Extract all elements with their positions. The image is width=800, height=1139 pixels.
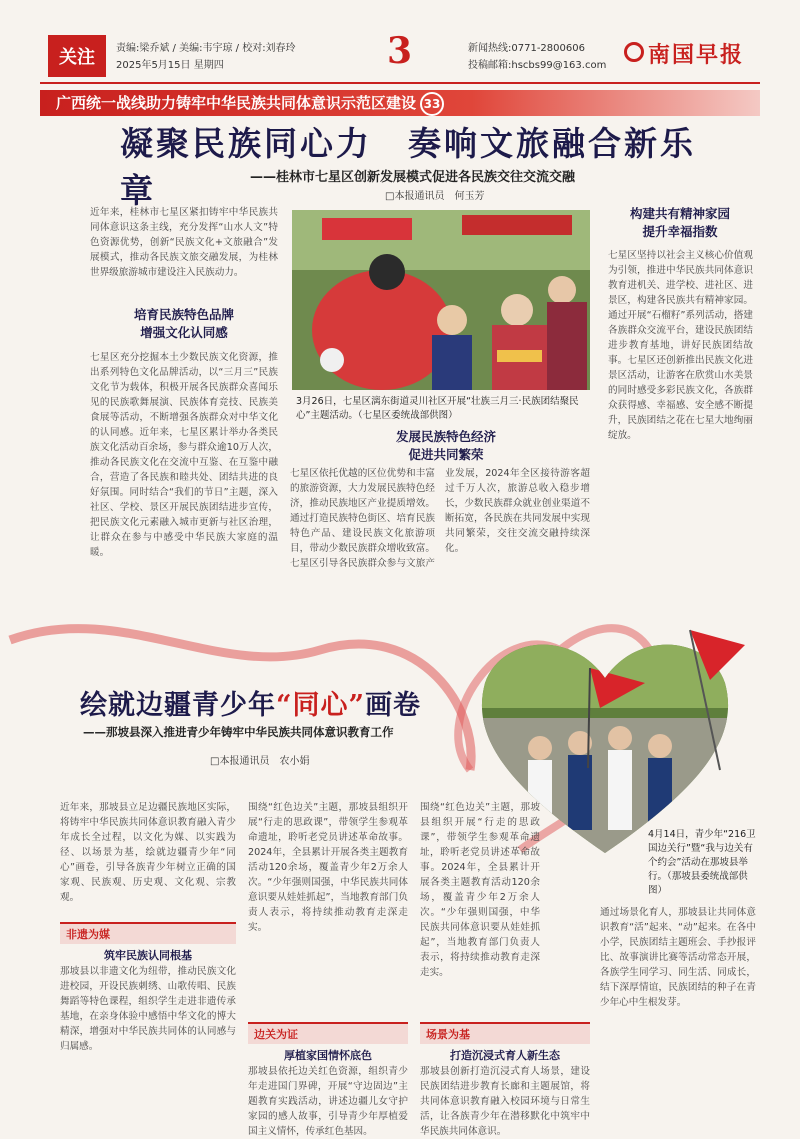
header-rule: [40, 82, 760, 84]
article2-center-body: 围绕“红色边关”主题，那坡县组织开展“行走的思政课”，带领学生参观革命遗址，聆听老党员讲述革命故事。2024年，全县累计开展各类主题教育活动120余场，覆盖青少年2万余人次。“少年强则国强，中华民族共同体意识要从娃娃抓起”，当地教育部门负责人表示，将持续推动教育走深走实。: [420, 802, 540, 978]
editor-line: 责编:梁乔斌 / 美编:韦宇琼 / 校对:刘春玲: [116, 43, 296, 54]
box2-title: 边关为证: [248, 1022, 408, 1044]
article2-title-part-a: 绘就边疆青少年: [80, 690, 276, 721]
section1-title-b: 增强文化认同感: [140, 325, 228, 340]
festival-photo: [292, 210, 590, 390]
article1-section3-body: 七星区坚持以社会主义核心价值观为引领，推进中华民族共同体意识教育进机关、进学校、进社区、进景区，构建各民族共有精神家园。通过开展“石榴籽”系列活动，搭建各族群众交流平台，建设民族团结进步教育基地，讲好民族团结故事。七星区还创新推出民族文化进景区活动，让游客在欣赏山水美景的同时感受多彩民族文化，各族群众获得感、幸福感、安全感不断提升，民族团结之花在七星大地绚丽绽放。: [608, 250, 753, 441]
box1-subtitle: 筑牢民族认同根基: [104, 949, 192, 962]
box3-header: [420, 1022, 590, 1066]
newspaper-logo: 南国早报: [648, 42, 745, 68]
box1-title: 非遗为媒: [60, 922, 236, 944]
box2-body: 那坡县依托边关红色资源，组织青少年走进国门界碑，开展“守边固边”主题教育实践活动，讲述边疆儿女守护家园的感人故事，引导青少年厚植爱国主义情怀，传承红色基因。: [248, 1066, 408, 1137]
box3-body: 那坡县创新打造沉浸式育人场景，建设民族团结进步教育长廊和主题展馆，将共同体意识教育融入校园环境与日常生活，让各族青少年在潜移默化中筑牢中华民族共同体意识。: [420, 1066, 590, 1137]
banner-text: 广西统一战线助力铸牢中华民族共同体意识示范区建设: [56, 94, 417, 112]
festival-photo-image: [292, 210, 590, 390]
festival-photo-caption: 3月26日，七星区漓东街道灵川社区开展“壮族三月三·民族团结聚民心”主题活动。（七星区委统战部供图）: [296, 396, 579, 421]
article1-intro: 近年来，桂林市七星区紧扣铸牢中华民族共同体意识这条主线，充分发挥“山水人文”特色资源优势，创新“民族文化+文旅融合”发展模式，推动各民族文旅交融发展，为桂林世界级旅游城市建设注入民族动力。: [90, 207, 278, 278]
series-banner: [40, 90, 760, 116]
article2-right-body: 通过场景化育人，那坡县让共同体意识教育“活”起来、“动”起来。在各中小学，民族团结主题班会、手抄报评比、故事演讲比赛等活动常态开展，各族学生同学习、同生活、同成长，结下深厚情谊，民族团结的种子在青少年心中生根发芽。: [600, 907, 756, 1008]
banner-number: 33: [420, 92, 444, 116]
section3-title-a: 构建共有精神家园: [629, 206, 730, 221]
article1-section3-heading: [605, 205, 755, 241]
article1-section2-heading: [386, 428, 506, 464]
page-number: 3: [387, 30, 413, 72]
box2-subtitle: 厚植家国情怀底色: [284, 1049, 372, 1062]
article2-byline: □本报通讯员 农小娟: [210, 756, 310, 767]
red-flag-icon: [680, 620, 750, 770]
article2-title-highlight: “同心”: [276, 690, 366, 721]
box3-title: 场景为基: [420, 1022, 590, 1044]
section2-title-a: 发展民族特色经济: [395, 429, 496, 444]
article2-title: [80, 683, 421, 722]
article2-middle-body: 围绕“红色边关”主题，那坡县组织开展“行走的思政课”，带领学生参观革命遗址，聆听老党员讲述革命故事。2024年，全县累计开展各类主题教育活动120余场，覆盖青少年2万余人次。“少年强则国强，中华民族共同体意识要从娃娃抓起”，当地教育部门负责人表示，将持续推动教育走深走实。: [248, 802, 408, 933]
newspaper-logo-icon: [624, 42, 644, 62]
article2-intro: 近年来，那坡县立足边疆民族地区实际，将铸牢中华民族共同体意识教育融入青少年成长全过程，以文化为媒、以实践为径、以场景为基，绘就边疆青少年“同心”画卷，引导各族青少年树立正确的国家观、民族观、历史观、文化观、宗教观。: [60, 802, 236, 903]
box2-header: [248, 1022, 408, 1066]
youth-photo-caption: 4月14日，青少年“216卫国边关行”暨“我与边关有个约会”活动在那坡县举行。（那坡县委统战部供图）: [648, 829, 756, 896]
box3-subtitle: 打造沉浸式育人新生态: [450, 1049, 560, 1062]
article1-subtitle: ——桂林市七星区创新发展模式促进各民族交往交流交融: [250, 170, 576, 185]
section3-title-b: 提升幸福指数: [642, 224, 718, 239]
article1-section1-body: 七星区充分挖掘本土少数民族文化资源，推出系列特色文化品牌活动，以“三月三”民族文化节为载体，积极开展各民族群众喜闻乐见的民族歌舞展演、民族体育竞技、民族美食展等活动，不断增强各族群众对中华文化的认同感。近年来，七星区累计举办各类民族文化活动百余场，参与群众逾10万人次，推动各民族文化在交流中互鉴、在互鉴中融合，营造了各民族和睦共处、团结共进的良好氛围。同时结合“我们的节日”主题，深入社区、学校、景区开展民族团结进步宣传，把民族文化元素融入城市更新与社区治理，让群众在参与中感受中华民族大家庭的温暖。: [90, 352, 278, 558]
article1-title: 凝聚民族同心力 奏响文旅融合新乐章: [120, 124, 696, 210]
box1-header: [60, 922, 236, 966]
section1-title-a: 培育民族特色品牌: [133, 307, 234, 322]
date-line: 2025年5月15日 星期四: [116, 60, 224, 71]
section-tag: 关注: [48, 35, 106, 77]
section2-title-b: 促进共同繁荣: [408, 447, 484, 462]
article1-byline: □本报通讯员 何玉芳: [385, 191, 485, 202]
hotline: 新闻热线:0771-2800606: [468, 43, 585, 54]
article2-title-part-c: 画卷: [365, 690, 422, 721]
article1-section2-body: 七星区依托优越的区位优势和丰富的旅游资源，大力发展民族特色经济，推动民族地区产业提质增效。通过打造民族特色街区、培育民族特色产品、建设民族文化旅游项目，带动少数民族群众增收致富。七星区引导各民族群众参与文旅产业发展，2024年全区接待游客超过千万人次，旅游总收入稳步增长，少数民族群众就业创业渠道不断拓宽，各民族在共同发展中实现共同繁荣，交往交流交融持续深化。: [290, 468, 590, 569]
article2-subtitle: ——那坡县深入推进青少年铸牢中华民族共同体意识教育工作: [83, 725, 394, 739]
email: 投稿邮箱:hscbs99@163.com: [468, 60, 607, 71]
article1-section1-heading: [90, 306, 278, 342]
box1-body: 那坡县以非遗文化为纽带，推动民族文化进校园，开设民族刺绣、山歌传唱、民族舞蹈等特色课程，组织学生走进非遗传承基地，在亲身体验中感悟中华文化的博大精深，增强对中华民族共同体的认同感与归属感。: [60, 966, 236, 1052]
